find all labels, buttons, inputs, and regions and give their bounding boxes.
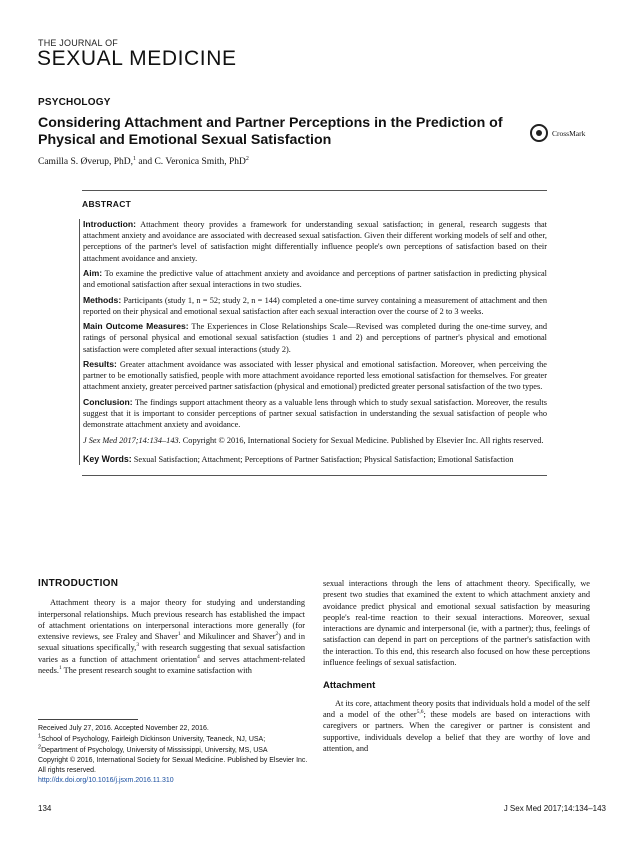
right-column — [323, 578, 590, 754]
keywords-label: Key Words: — [83, 453, 132, 464]
abstract-aim — [83, 268, 547, 290]
author-1-affiliation: 1 — [133, 155, 136, 162]
text-run: ) and in sexual situations specifically, — [38, 632, 305, 653]
text-run: and Mikulincer and Shaver — [180, 632, 276, 642]
author-2: and C. Veronica Smith, PhD — [136, 157, 246, 167]
abstract-citation — [83, 435, 547, 446]
doi-link[interactable]: http://dx.doi.org/10.1016/j.jsxm.2016.11.310 — [38, 777, 174, 785]
abstract-methods — [83, 295, 547, 317]
reference-marker: 4 — [196, 654, 200, 661]
abstract-box — [82, 190, 547, 476]
abstract-text: Attachment theory provides a framework for understanding sexual satisfaction; in general, research suggests that attachment anxiety and avoidance are associated with decreased sexual satisfaction. Given their different working models of self and other, perceptions of the partner's level of satisfaction might differentially influence people's own perceptions of satisfaction based on their attachment avoidance and anxiety. — [83, 220, 547, 263]
abstract-label: Methods: — [83, 294, 122, 305]
keywords-text: Sexual Satisfaction; Attachment; Perceptions of Partner Satisfaction; Physical Satisfaction; Emotional Satisfaction — [131, 454, 514, 464]
introduction-paragraph — [38, 597, 305, 676]
abstract-results — [83, 359, 547, 393]
affiliation-text: Department of Psychology, University of Mississippi, University, MS, USA — [41, 746, 268, 754]
abstract-label: Main Outcome Measures: — [83, 321, 189, 332]
introduction-continued: sexual interactions through the lens of attachment theory. Specifically, we present two studies that examined the extent to which attachment anxiety and avoidance predict physical and emotional sexual satisfaction by measuring people's real-time reaction to their sexual interactions. Moreover, sexual interactions are dynamic and interpersonal (ie, with a partner); thus, feelings of satisfaction can depend in part on perceptions of the partner's satisfaction with the interaction. To this end, this research also focused on how these perceptions influence feelings of sexual satisfaction. — [323, 579, 590, 668]
keywords — [83, 454, 547, 465]
affiliation-text: School of Psychology, Fairleigh Dickinson University, Teaneck, NJ, USA; — [41, 735, 266, 743]
text-run: The present research sought to examine satisfaction with — [61, 666, 252, 676]
abstract-bottom-rule — [82, 475, 547, 476]
copyright-notice: Copyright © 2016, International Society for Sexual Medicine. Published by Elsevier Inc. All rights reserved. — [38, 757, 308, 774]
footnotes — [38, 724, 308, 787]
section-label: PSYCHOLOGY — [38, 97, 111, 108]
affiliation-1 — [38, 735, 308, 744]
citation-journal: J Sex Med 2017;14:134–143. — [83, 435, 181, 445]
abstract-text: The Experiences in Close Relationships Scale—Revised was completed during the one-time survey, and ratings of personal physical and emotional sexual satisfaction (studies 1 and 2) and perceptions of partner's physical and emotional satisfaction were completed after sexual interactions (study 2). — [83, 322, 547, 354]
text-run: At its core, attachment theory posits that individuals hold a model of the self and a model of the other — [323, 698, 590, 719]
affiliation-marker: 2 — [38, 744, 42, 751]
abstract-text: Participants (study 1, n = 52; study 2, n = 144) completed a one-time survey containing a measurement of attachment and then reported on their physical and emotional sexual satisfaction after each sexual interaction over the course of 2 to 3 weeks. — [83, 295, 547, 316]
abstract-heading: ABSTRACT — [82, 199, 132, 209]
reference-marker: 1 — [177, 631, 181, 638]
crossmark-icon — [530, 124, 548, 142]
text-run: Attachment theory is a major theory for studying and understanding interpersonal relationships. Much previous research has established the impact of attachment orientations on interpersonal interactions more generally (for extensive reviews, see Fraley and Shaver — [38, 598, 305, 642]
page-number: 134 — [38, 804, 52, 813]
reference-marker: 1 — [58, 665, 62, 672]
citation-copyright: Copyright © 2016, International Society for Sexual Medicine. Published by Elsevier Inc. All rights reserved. — [180, 435, 544, 445]
left-column — [38, 578, 305, 676]
abstract-label: Results: — [83, 358, 117, 369]
crossmark-badge[interactable] — [530, 124, 620, 144]
abstract-text: The findings support attachment theory as a valuable lens through which to study sexual satisfaction. Moreover, the results suggest that it is important to consider perceptions of partner sexual satisfaction in understanding the sexual satisfaction of people who demonstrate attachment anxiety and avoidance. — [83, 397, 547, 430]
attachment-heading: Attachment — [323, 680, 376, 692]
abstract-body — [79, 219, 547, 465]
abstract-label: Aim: — [83, 268, 103, 278]
journal-name-small: THE JOURNAL OF — [38, 38, 118, 48]
author-2-affiliation: 2 — [245, 155, 249, 162]
reference-marker: 5,6 — [416, 709, 424, 716]
reference-marker: 3 — [136, 642, 140, 649]
journal-name: SEXUAL MEDICINE — [37, 47, 237, 70]
text-run: and serves attachment-related needs. — [38, 654, 305, 676]
author-line — [38, 157, 249, 167]
text-run: with research suggesting that sexual satisfaction varies as a function of attachment orientation — [38, 643, 305, 664]
abstract-label: Conclusion: — [83, 396, 133, 407]
crossmark-label: CrossMark — [552, 129, 586, 138]
article-title: Considering Attachment and Partner Perceptions in the Prediction of Physical and Emotional Sexual Satisfaction — [38, 115, 503, 148]
abstract-measures — [83, 321, 547, 355]
abstract-text: To examine the predictive value of attachment anxiety and avoidance and perceptions of partner satisfaction in predicting physical and emotional satisfaction after sexual interactions in two studies. — [83, 269, 547, 290]
abstract-label: Introduction: — [83, 219, 136, 229]
abstract-text: Greater attachment avoidance was associated with lesser physical and emotional satisfaction. Moreover, when perceiving the partner to be emotionally satisfied, people with more attachment avoidance reported less emotional satisfaction for themselves. For greater attachment anxiety, greater perceived partner satisfaction (physical and emotional) predicted greater personal satisfaction of the two types. — [83, 359, 547, 392]
attachment-paragraph — [323, 698, 590, 754]
reference-marker: 2 — [275, 631, 279, 638]
affiliation-marker: 1 — [38, 733, 42, 740]
footnote-rule — [38, 719, 138, 720]
received-dates: Received July 27, 2016. Accepted November 22, 2016. — [38, 725, 209, 732]
text-run: ; these models are based on interactions with caregivers or partners. When the caregiver or partner is consistent and supportive, individuals develop a belief that they are worthy of love and attention, and — [323, 709, 590, 753]
author-1: Camilla S. Øverup, PhD, — [38, 157, 133, 167]
affiliation-2 — [38, 746, 308, 755]
running-footer: J Sex Med 2017;14:134–143 — [503, 804, 606, 813]
introduction-heading: INTRODUCTION — [38, 578, 119, 589]
abstract-conclusion — [83, 397, 547, 431]
abstract-introduction — [83, 219, 547, 264]
